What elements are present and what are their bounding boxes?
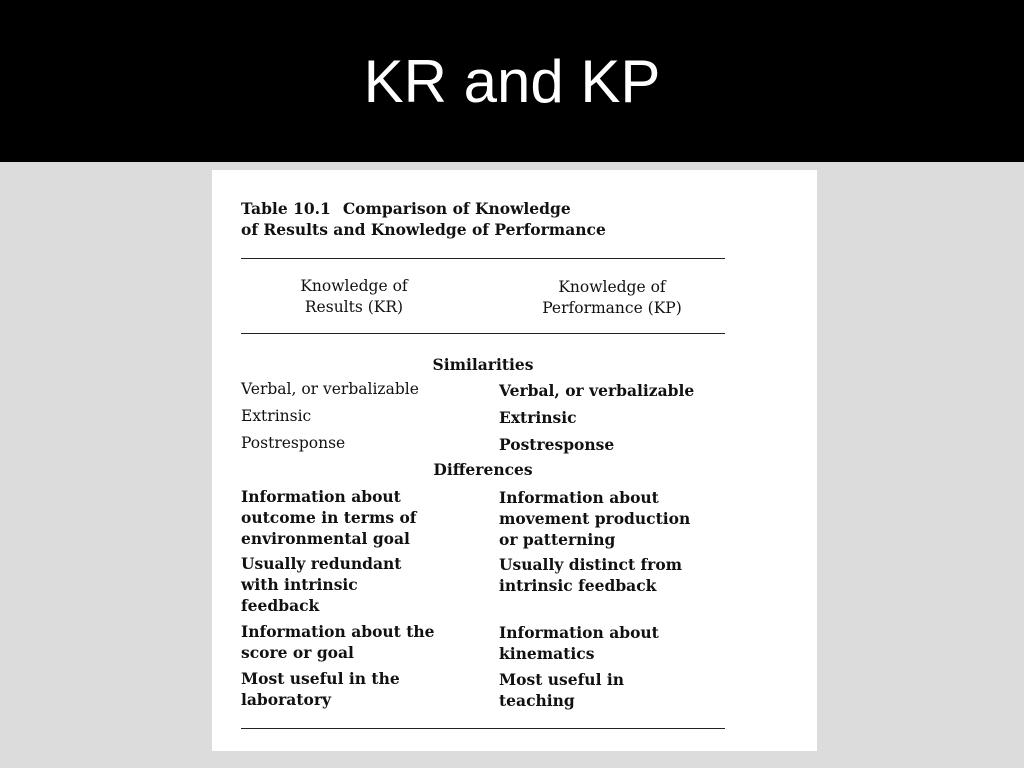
section-label-differences: Differences — [433, 460, 533, 479]
difference-kr-3-line-2: score or goal — [241, 643, 354, 662]
difference-kr-4 — [241, 668, 400, 710]
difference-kr-4-line-1: Most useful in the — [241, 669, 400, 688]
table-figure — [212, 170, 817, 751]
top-rule — [241, 258, 725, 259]
difference-kr-2-line-2: with intrinsic — [241, 575, 358, 594]
column-header-kr-line-1: Knowledge of — [300, 277, 408, 295]
difference-kp-1 — [499, 487, 690, 550]
difference-kp-1-line-2: movement production — [499, 509, 691, 528]
difference-kp-2-line-2: intrinsic feedback — [499, 576, 657, 595]
similarity-kp-1: Verbal, or verbalizable — [499, 381, 695, 400]
table-caption-line-2: of Results and Knowledge of Performance — [241, 220, 606, 239]
difference-kp-3 — [499, 622, 659, 664]
difference-kp-4-line-1: Most useful in — [499, 670, 625, 689]
difference-kp-3-line-2: kinematics — [499, 644, 595, 663]
difference-kp-4 — [499, 669, 624, 711]
difference-kr-3-line-1: Information about the — [241, 622, 435, 641]
difference-kr-2-line-1: Usually redundant — [241, 554, 402, 573]
table-caption-line-1 — [241, 198, 606, 219]
difference-kr-1-line-2: outcome in terms of — [241, 508, 417, 527]
similarity-kr-2: Extrinsic — [241, 407, 312, 425]
slide-title: KR and KP — [363, 48, 661, 115]
difference-kp-1-line-1: Information about — [499, 488, 659, 507]
similarity-kr-1: Verbal, or verbalizable — [241, 380, 419, 398]
similarity-kp-2: Extrinsic — [499, 408, 577, 427]
column-header-kr-line-2: Results (KR) — [304, 298, 404, 316]
column-header-kr — [252, 276, 456, 318]
column-header-kp-line-1: Knowledge of — [558, 278, 666, 296]
difference-kr-3 — [241, 621, 435, 663]
difference-kp-4-line-2: teaching — [499, 691, 575, 710]
header-rule — [241, 333, 725, 334]
difference-kp-2 — [499, 554, 682, 596]
column-header-kp-line-2: Performance (KP) — [542, 299, 682, 317]
similarity-kp-3: Postresponse — [499, 435, 615, 454]
similarity-kr-3: Postresponse — [241, 434, 346, 452]
table-caption — [241, 198, 606, 240]
difference-kp-3-line-1: Information about — [499, 623, 659, 642]
table-caption-text-1: Comparison of Knowledge — [342, 199, 571, 218]
difference-kr-4-line-2: laboratory — [241, 690, 331, 709]
difference-kr-2-line-3: feedback — [241, 596, 320, 615]
section-label-similarities: Similarities — [432, 355, 534, 374]
difference-kr-1 — [241, 486, 416, 549]
difference-kp-2-line-1: Usually distinct from — [499, 555, 683, 574]
difference-kp-1-line-3: or patterning — [499, 530, 616, 549]
bottom-rule — [241, 728, 725, 729]
difference-kr-1-line-3: environmental goal — [241, 529, 410, 548]
table-number: Table 10.1 — [241, 199, 331, 218]
column-header-kp — [502, 277, 722, 319]
difference-kr-2 — [241, 553, 401, 616]
difference-kr-1-line-1: Information about — [241, 487, 401, 506]
